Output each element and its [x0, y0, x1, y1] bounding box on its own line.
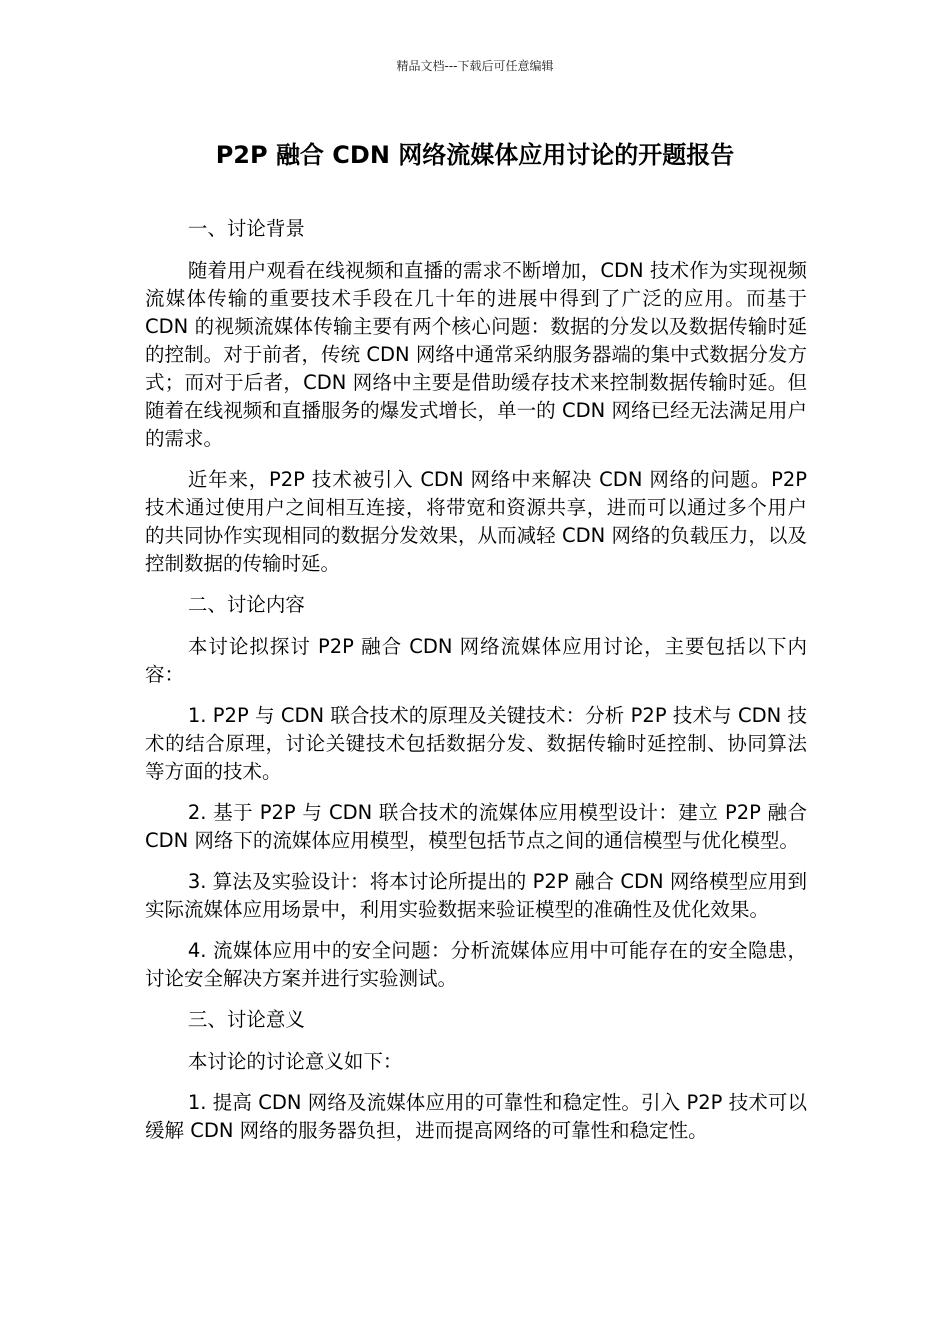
paragraph: 随着用户观看在线视频和直播的需求不断增加，CDN 技术作为实现视频流媒体传输的重要技术手段在几十年的进展中得到了广泛的应用。而基于 CDN 的视频流媒体传输主要有两个核心问题：数据的分发以及数据传输时延的控制。对于前者，传统 CDN 网络中通常采纳服务器端的集中式数据分发方式；而对于后者，CDN 网络中主要是借助缓存技术来控制数据传输时延。但随着在线视频和直播服务的爆发式增长，单一的 CDN 网络已经无法满足用户的需求。	[145, 259, 807, 450]
section-heading-background: 一、讨论背景	[187, 217, 305, 240]
list-item: 3. 算法及实验设计：将本讨论所提出的 P2P 融合 CDN 网络模型应用到实际流媒体应用场景中，利用实验数据来验证模型的准确性及优化效果。	[145, 870, 807, 921]
document-body	[145, 215, 807, 1158]
page-header-note: 精品文档---下载后可任意编辑	[396, 59, 554, 73]
section-heading-content: 二、讨论内容	[187, 593, 305, 616]
list-item: 1. 提高 CDN 网络及流媒体应用的可靠性和稳定性。引入 P2P 技术可以缓解 CDN 网络的服务器负担，进而提高网络的可靠性和稳定性。	[145, 1091, 807, 1142]
list-item: 2. 基于 P2P 与 CDN 联合技术的流媒体应用模型设计：建立 P2P 融合 CDN 网络下的流媒体应用模型，模型包括节点之间的通信模型与优化模型。	[145, 801, 807, 852]
document-title: P2P 融合 CDN 网络流媒体应用讨论的开题报告	[215, 141, 735, 169]
list-item: 1. P2P 与 CDN 联合技术的原理及关键技术：分析 P2P 技术与 CDN 技术的结合原理，讨论关键技术包括数据分发、数据传输时延控制、协同算法等方面的技术。	[145, 704, 807, 783]
paragraph: 本讨论的讨论意义如下：	[187, 1050, 403, 1073]
section-heading-significance: 三、讨论意义	[187, 1008, 305, 1031]
list-item: 4. 流媒体应用中的安全问题：分析流媒体应用中可能存在的安全隐患，讨论安全解决方案并进行实验测试。	[145, 939, 807, 990]
paragraph: 本讨论拟探讨 P2P 融合 CDN 网络流媒体应用讨论，主要包括以下内容：	[145, 635, 807, 686]
paragraph: 近年来，P2P 技术被引入 CDN 网络中来解决 CDN 网络的问题。P2P 技术通过使用户之间相互连接，将带宽和资源共享，进而可以通过多个用户的共同协作实现相同的数据分发效果，从而减轻 CDN 网络的负载压力，以及控制数据的传输时延。	[145, 468, 807, 575]
